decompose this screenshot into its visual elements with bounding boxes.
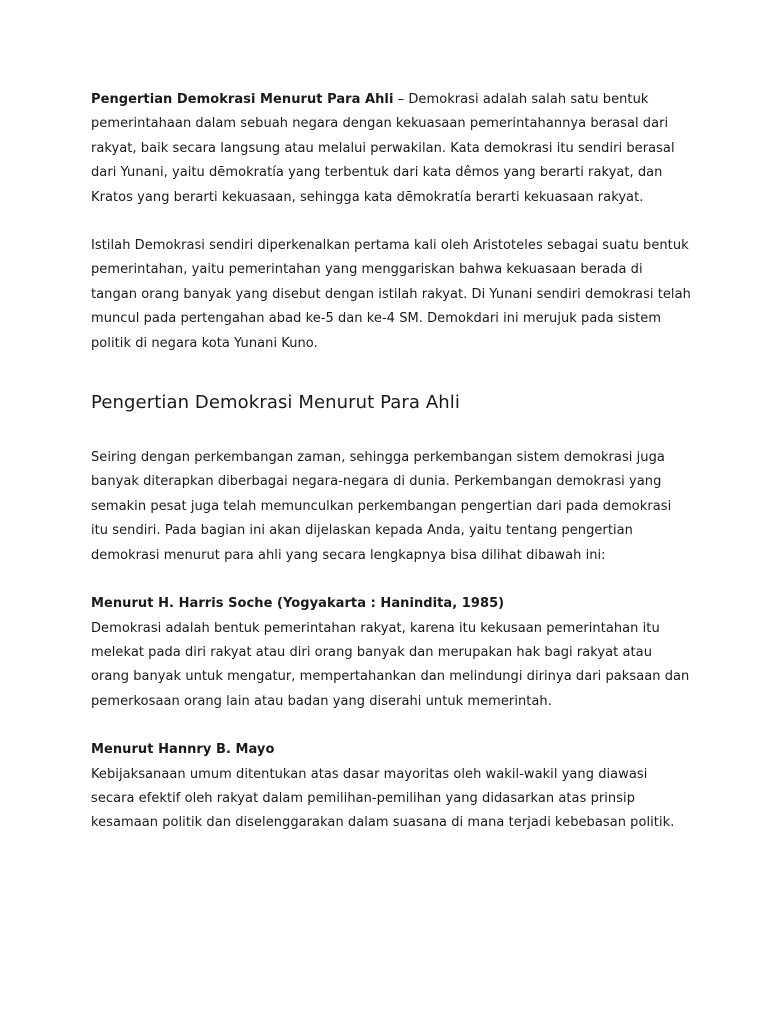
- document-page: [91, 88, 691, 836]
- intro-lead-text: – Demokrasi adalah salah satu bentuk pemerintahaan dalam sebuah negara dengan kekuasaan pemerintahannya berasal dari rakyat, baik secara langsung atau melalui perwakilan. Kata demokrasi itu sendiri berasal dari Yunani, yaitu dēmokratía yang terbentuk dari kata dêmos yang berarti rakyat, dan Kratos yang berarti kekuasaan, sehingga kata dēmokratía berarti kekuasaan rakyat.: [91, 92, 675, 205]
- expert-block-soche: [91, 592, 691, 714]
- expert-block-mayo: [91, 738, 691, 836]
- history-paragraph: Istilah Demokrasi sendiri diperkenalkan pertama kali oleh Aristoteles sebagai suatu bentuk pemerintahan, yaitu pemerintahan yang menggariskan bahwa kekuasaan berada di tangan orang banyak yang disebut dengan istilah rakyat. Di Yunani sendiri demokrasi telah muncul pada pertengahan abad ke-5 dan ke-4 SM. Demokdari ini merujuk pada sistem politik di negara kota Yunani Kuno.: [91, 238, 691, 351]
- expert-definition: Demokrasi adalah bentuk pemerintahan rakyat, karena itu kekusaan pemerintahan itu melekat pada diri rakyat atau diri orang banyak dan merupakan hak bagi rakyat atau orang banyak untuk mengatur, mempertahankan dan melindungi dirinya dari paksaan dan pemerkosaan orang lain atau badan yang diserahi untuk memerintah.: [91, 620, 690, 709]
- expert-name: Menurut H. Harris Soche (Yogyakarta : Hanindita, 1985): [91, 596, 505, 612]
- section-intro-paragraph: Seiring dengan perkembangan zaman, sehingga perkembangan sistem demokrasi juga banyak diterapkan diberbagai negara-negara di dunia. Perkembangan demokrasi yang semakin pesat juga telah memunculkan perkembangan pengertian dari pada demokrasi itu sendiri. Pada bagian ini akan dijelaskan kepada Anda, yaitu tentang pengertian demokrasi menurut para ahli yang secara lengkapnya bisa dilihat dibawah ini:: [91, 450, 672, 563]
- intro-paragraph: [91, 88, 691, 210]
- section-heading: Pengertian Demokrasi Menurut Para Ahli: [91, 392, 461, 414]
- intro-lead-title: Pengertian Demokrasi Menurut Para Ahli: [91, 92, 394, 107]
- expert-definition: Kebijaksanaan umum ditentukan atas dasar mayoritas oleh wakil-wakil yang diawasi secara efektif oleh rakyat dalam pemilihan-pemilihan yang didasarkan atas prinsip kesamaan politik dan diselenggarakan dalam suasana di mana terjadi kebebasan politik.: [91, 766, 675, 831]
- expert-name: Menurut Hannry B. Mayo: [91, 742, 275, 758]
